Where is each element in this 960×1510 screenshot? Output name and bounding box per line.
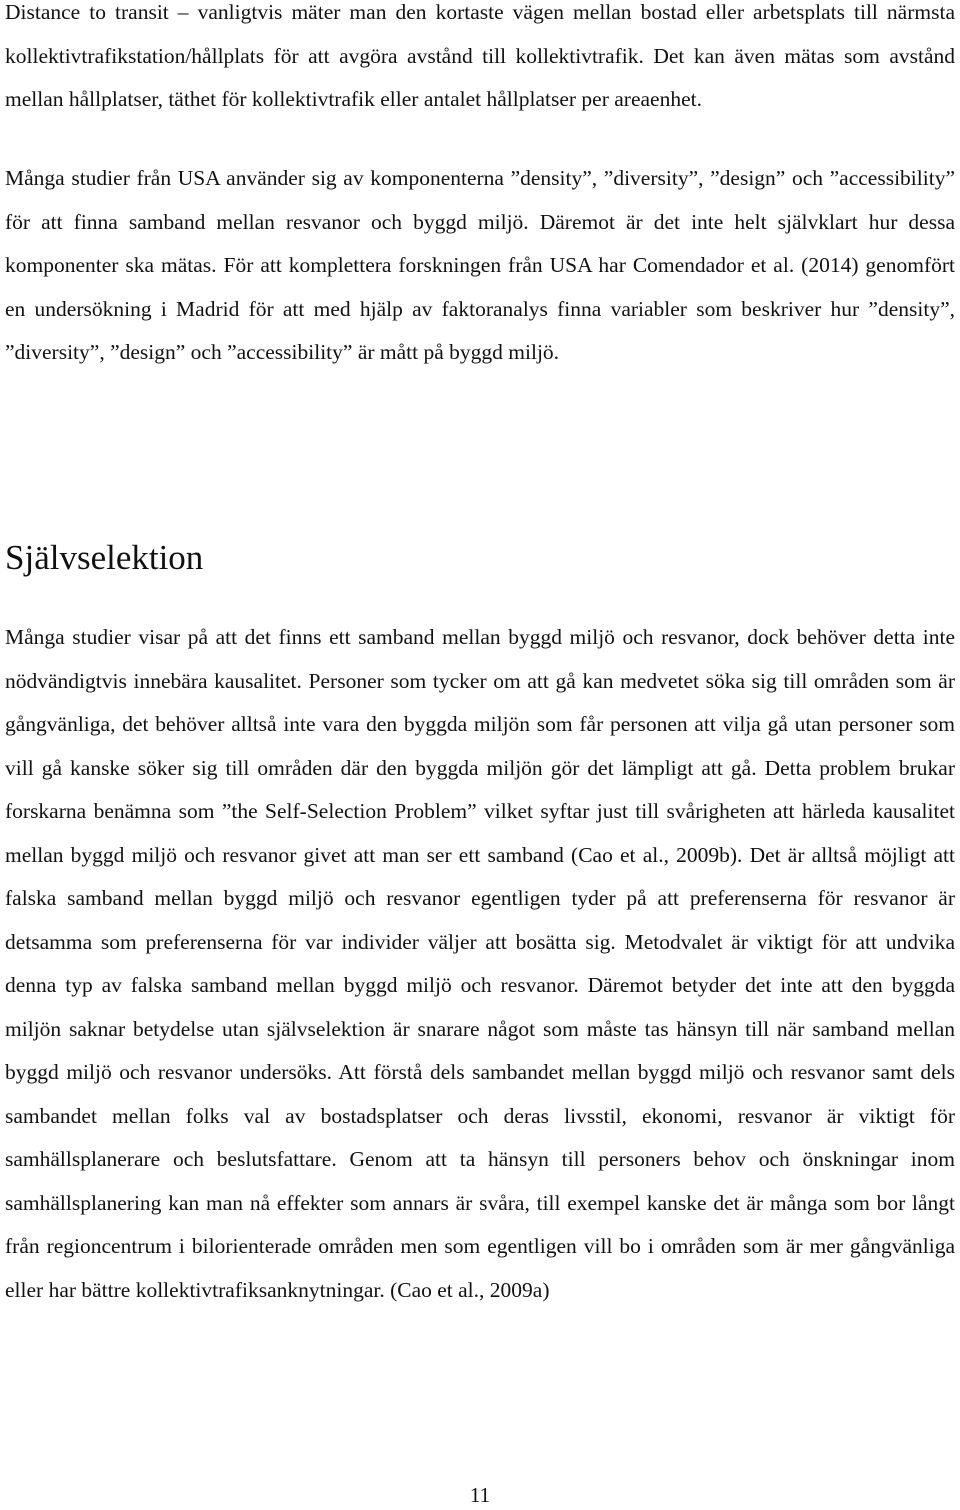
paragraph-self-selection: Många studier visar på att det finns ett samband mellan byggd miljö och resvanor, dock behöver detta inte nödvändigtvis innebära kausalitet. Personer som tycker om att gå kan medvetet söka sig till områden som är gångvänliga, det behöver alltså inte vara den byggda miljön som får personen att vilja gå utan personer som vill gå kanske söker sig till områden där den byggda miljön gör det lämpligt att gå. Detta problem brukar forskarna benämna som ”the Self-Selection Problem” vilket syftar just till svårigheten att härleda kausalitet mellan byggd miljö och resvanor givet att man ser ett samband (Cao et al., 2009b). Det är alltså möjligt att falska samband mellan byggd miljö och resvanor egentligen tyder på att preferenserna för resvanor är detsamma som preferenserna för var individer väljer att bosätta sig. Metodvalet är viktigt för att undvika denna typ av falska samband mellan byggd miljö och resvanor. Däremot betyder det inte att den byggda miljön saknar betydelse utan självselektion är snarare något som måste tas hänsyn till när samband mellan byggd miljö och resvanor undersöks. Att förstå dels sambandet mellan byggd miljö och resvanor samt dels sambandet mellan folks val av bostadsplatser och deras livsstil, ekonomi, resvanor är viktigt för samhällsplanerare och beslutsfattare. Genom att ta hänsyn till personers behov och önskningar inom samhällsplanering kan man nå effekter som annars är svåra, till exempel kanske det är många som bor långt från regioncentrum i bilorienterade områden men som egentligen vill bo i områden som är mer gångvänliga eller har bättre kollektivtrafiksanknytningar. (Cao et al., 2009a): [5, 625, 955, 1302]
paragraph-distance-to-transit: Distance to transit – vanligtvis mäter man den kortaste vägen mellan bostad eller arbetsplats till närmsta kollektivtrafikstation/hållplats för att avgöra avstånd till kollektivtrafik. Det kan även mätas som avstånd mellan hållplatser, täthet för kollektivtrafik eller antalet hållplatser per areaenhet.: [5, 0, 955, 111]
page-number: 11: [469, 1483, 491, 1507]
paragraph-components: Många studier från USA använder sig av komponenterna ”density”, ”diversity”, ”design” och ”accessibility” för att finna samband mellan resvanor och byggd miljö. Däremot är det inte helt självklart hur dessa komponenter ska mätas. För att komplettera forskningen från USA har Comendador et al. (2014) genomfört en undersökning i Madrid för att med hjälp av faktoranalys finna variabler som beskriver hur ”density”, ”diversity”, ”design” och ”accessibility” är mått på byggd miljö.: [5, 166, 955, 364]
section-heading: Självselektion: [5, 538, 204, 577]
